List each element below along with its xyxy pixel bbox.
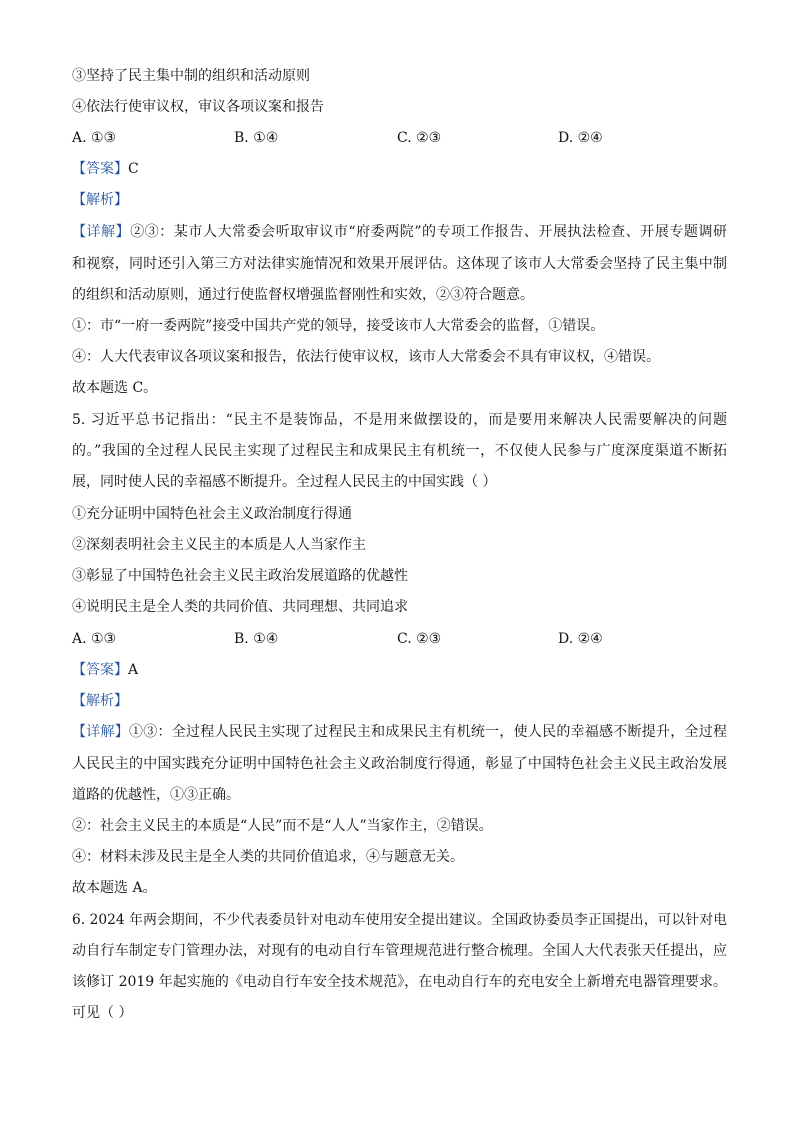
q4-note-1: ①：市“一府一委两院”接受中国共产党的领导，接受该市人大常委会的监督，①错误。 (72, 318, 605, 334)
answer-value: A (128, 662, 139, 678)
answer-label: 【答案】 (72, 161, 128, 177)
q4-statement-3: ③坚持了民主集中制的组织和活动原则 (72, 68, 310, 84)
detail-label: 【详解】 (72, 724, 129, 740)
q4-detail-line-2: 和视察，同时还引入第三方对法律实施情况和效果开展评估。这体现了该市人大常委会坚持了民主集中制 (72, 256, 727, 272)
q5-statement-1: ①充分证明中国特色社会主义政治制度行得通 (72, 506, 352, 522)
q4-analysis-label: 【解析】 (72, 192, 128, 208)
q5-statement-4: ④说明民主是全人类的共同价值、共同理想、共同追求 (72, 599, 408, 615)
detail-text: ①③：全过程人民民主实现了过程民主和成果民主有机统一，使人民的幸福感不断提升，全过程 (128, 724, 728, 740)
q5-detail-line-1 (72, 722, 727, 742)
q5-statement-2: ②深刻表明社会主义民主的本质是人人当家作主 (72, 537, 366, 553)
q5-stem-line-2: 的。”我国的全过程人民民主实现了过程民主和成果民主有机统一，不仅使人民参与广度深度渠道不断拓 (72, 443, 727, 459)
q6-stem-line-3: 该修订 2019 年起实施的《电动自行车安全技术规范》，在电动自行车的充电安全上新增充电器管理要求。 (72, 974, 727, 990)
q5-detail-line-3: 道路的优越性，①③正确。 (72, 787, 240, 803)
q5-option-c: C. ②③ (397, 631, 442, 647)
q5-note-1: ②：社会主义民主的本质是“人民”而不是“人人”当家作主，②错误。 (72, 818, 493, 834)
detail-text: ②③：某市人大常委会听取审议市“府委两院”的专项工作报告、开展执法检查、开展专题调研 (130, 224, 728, 240)
q4-detail-line-3: 的组织和活动原则，通过行使监督权增强监督刚性和实效，②③符合题意。 (72, 287, 534, 303)
q5-option-d: D. ②④ (558, 631, 603, 647)
q5-option-a: A. ①③ (72, 631, 117, 647)
q4-detail-line-1 (72, 222, 727, 242)
q5-option-b: B. ①④ (234, 631, 279, 647)
q6-stem-line-2: 动自行车制定专门管理办法，对现有的电动自行车管理规范进行整合梳理。全国人大代表张天任提出，应 (72, 943, 727, 959)
q4-option-c: C. ②③ (397, 130, 442, 146)
answer-value: C (128, 161, 139, 177)
q4-statement-4: ④依法行使审议权，审议各项议案和报告 (72, 99, 324, 115)
q4-option-d: D. ②④ (558, 130, 603, 146)
q5-note-2: ④：材料未涉及民主是全人类的共同价值追求，④与题意无关。 (72, 849, 464, 865)
q5-stem-line-3: 展，同时使人民的幸福感不断提升。全过程人民民主的中国实践（ ） (72, 474, 497, 490)
q5-conclusion: 故本题选 A。 (72, 880, 157, 896)
q6-stem-line-4: 可见（ ） (72, 1005, 133, 1021)
q5-analysis-label: 【解析】 (72, 693, 128, 709)
q5-answer (72, 660, 727, 680)
q4-option-b: B. ①④ (234, 130, 279, 146)
q4-answer (72, 159, 727, 179)
q5-stem-line-1: 5. 习近平总书记指出：“民主不是装饰品，不是用来做摆设的，而是要用来解决人民需要解决的问题 (72, 412, 727, 428)
q6-stem-line-1: 6. 2024 年两会期间，不少代表委员针对电动车使用安全提出建议。全国政协委员李正国提出，可以针对电 (72, 912, 727, 928)
q4-conclusion: 故本题选 C。 (72, 380, 158, 396)
q5-detail-line-2: 人民民主的中国实践充分证明中国特色社会主义政治制度行得通，彰显了中国特色社会主义民主政治发展 (72, 756, 727, 772)
q4-option-a: A. ①③ (72, 130, 117, 146)
q5-statement-3: ③彰显了中国特色社会主义民主政治发展道路的优越性 (72, 568, 408, 584)
q4-note-2: ④：人大代表审议各项议案和报告，依法行使审议权，该市人大常委会不具有审议权，④错误。 (72, 349, 660, 365)
detail-label: 【详解】 (72, 224, 131, 240)
answer-label: 【答案】 (72, 662, 128, 678)
